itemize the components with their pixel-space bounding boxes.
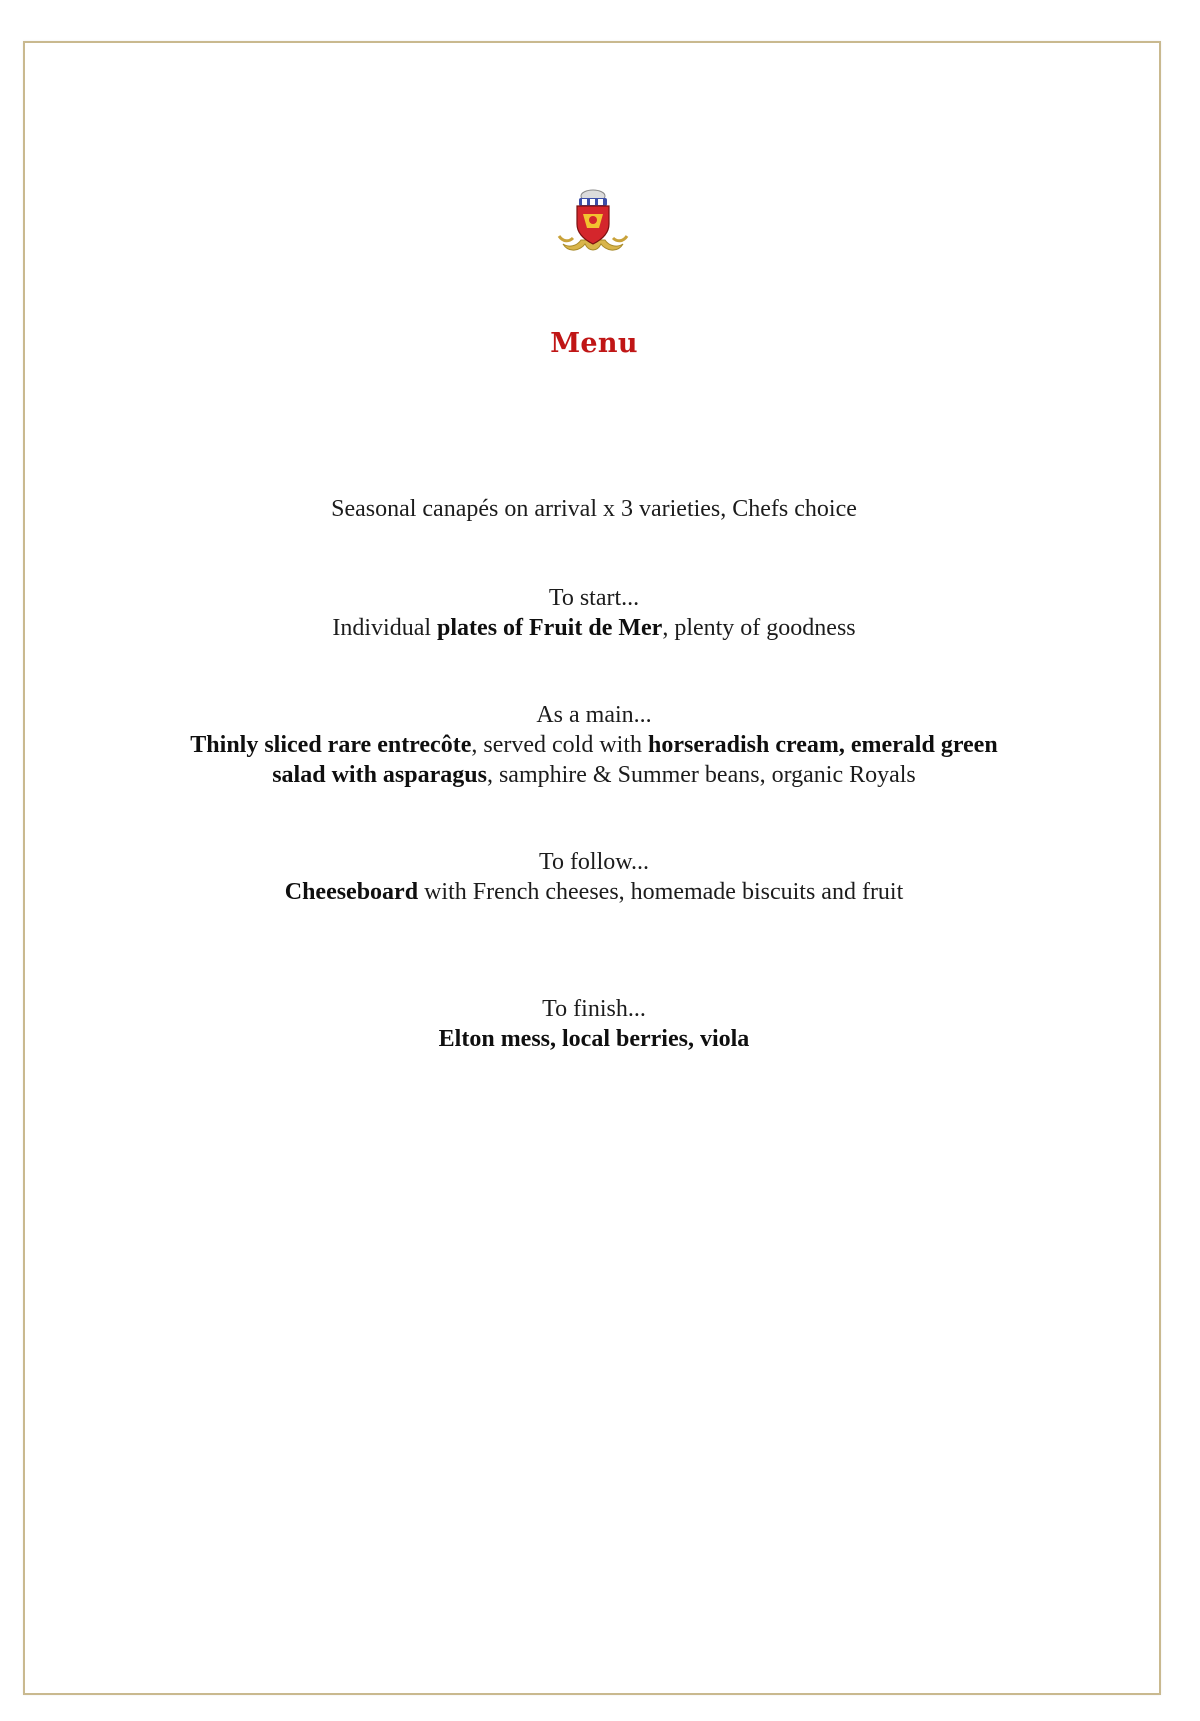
starter-pre: Individual — [332, 615, 438, 641]
main-bold-1: Thinly sliced rare entrecôte — [190, 732, 472, 758]
finish-dish — [0, 1024, 1188, 1054]
starter-post: , plenty of goodness — [662, 615, 856, 641]
finish-bold: Elton mess, local berries, viola — [438, 1026, 750, 1052]
heraldic-crest-icon — [555, 186, 631, 262]
main-bold-2: horseradish cream, emerald green — [647, 732, 998, 758]
main-text-1: , served cold with — [471, 732, 648, 758]
starter-dish — [0, 613, 1188, 643]
follow-dish — [0, 877, 1188, 907]
main-text-2: , samphire & Summer beans, organic Royals — [486, 762, 916, 788]
starter-heading: To start... — [548, 585, 640, 611]
follow-post: with French cheeses, homemade biscuits and fruit — [418, 879, 904, 905]
main-dish-line-1 — [0, 730, 1188, 760]
main-heading: As a main... — [536, 702, 652, 728]
main-bold-3: salad with asparagus — [272, 762, 487, 788]
starter-bold: plates of Fruit de Mer — [437, 615, 663, 641]
canapes-line: Seasonal canapés on arrival x 3 varieties, Chefs choice — [331, 496, 857, 522]
follow-heading: To follow... — [538, 849, 650, 875]
finish-heading: To finish... — [542, 996, 646, 1022]
main-dish-line-2 — [0, 760, 1188, 790]
menu-title: Menu — [550, 328, 638, 359]
follow-bold: Cheeseboard — [284, 879, 419, 905]
